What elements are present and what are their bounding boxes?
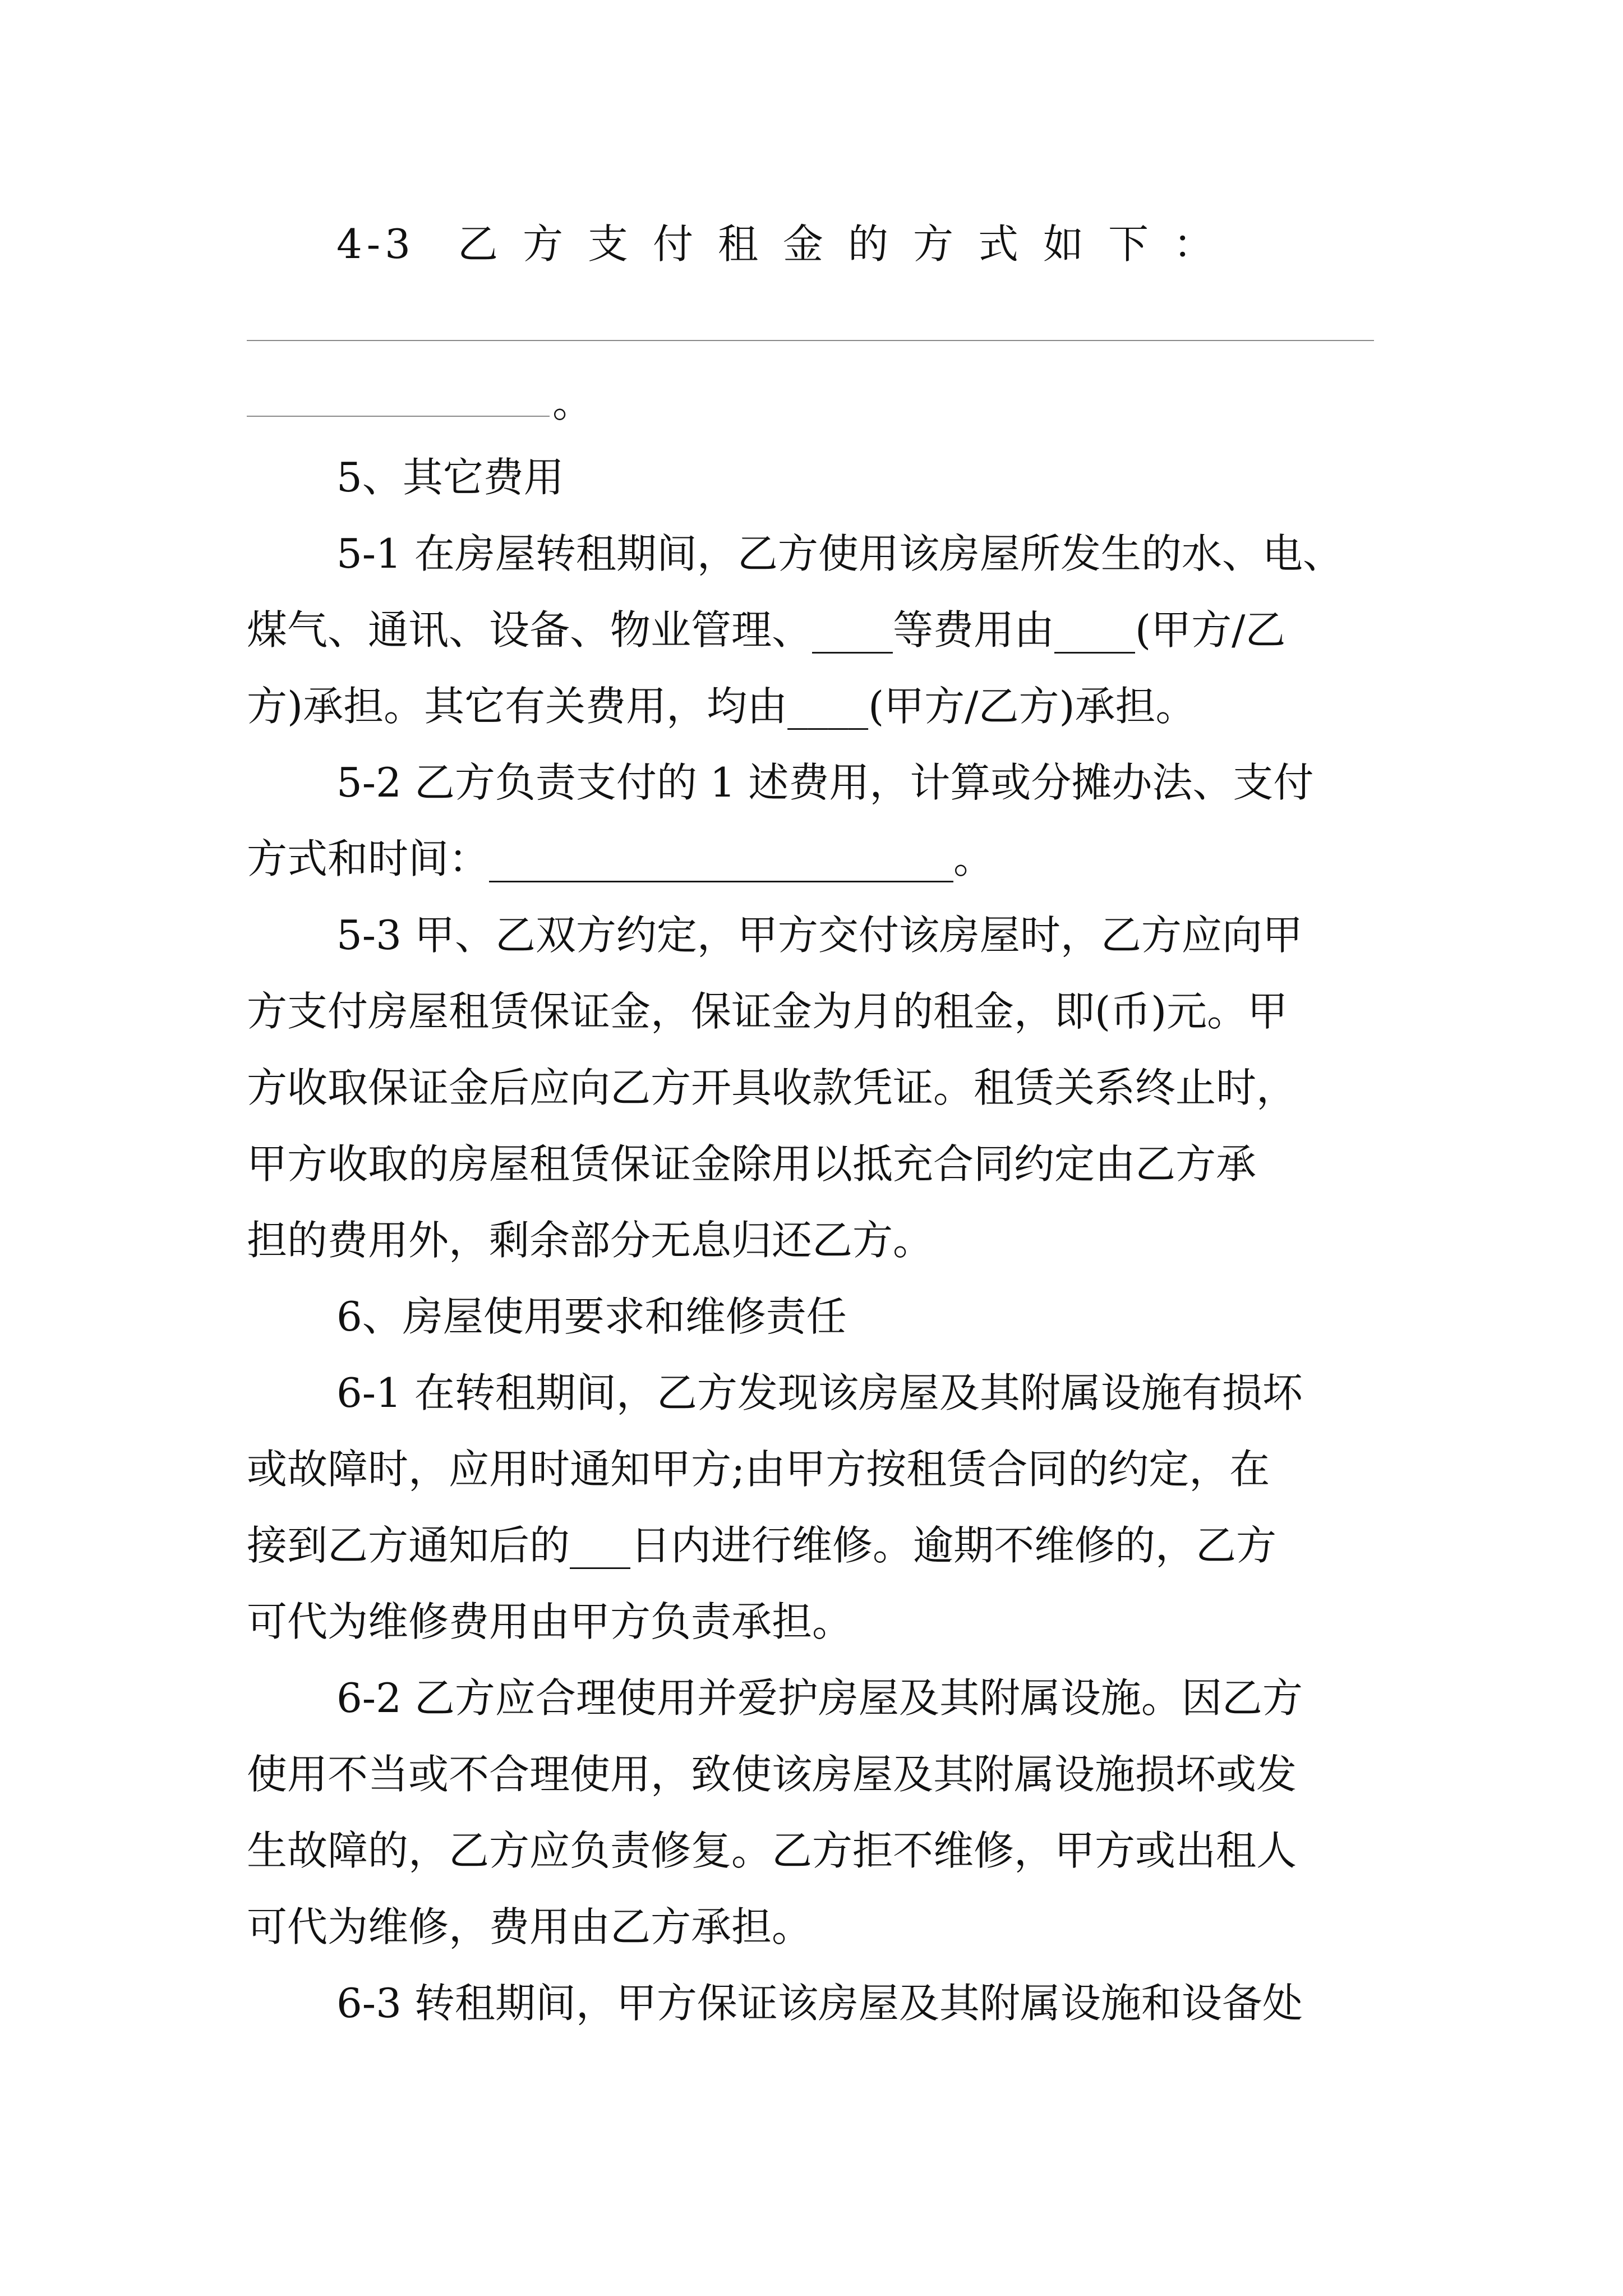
- fill-in-underline-short: [247, 416, 550, 417]
- fill-in-underline: [247, 340, 1374, 341]
- line-end-period: 。: [552, 379, 593, 426]
- paragraph-line: 6-3 转租期间，甲方保证该房屋及其附属设施和设备处: [336, 1980, 1303, 2027]
- section-6-heading: 6、房屋使用要求和维修责任: [336, 1293, 847, 1340]
- paragraph-line: 可代为维修费用由甲方负责承担。: [247, 1598, 853, 1645]
- paragraph-line: 接到乙方通知后的___日内进行维修。逾期不维修的，乙方: [247, 1522, 1277, 1569]
- paragraph-line: 担的费用外，剩余部分无息归还乙方。: [247, 1217, 934, 1264]
- paragraph-line: 使用不当或不合理使用，致使该房屋及其附属设施损坏或发: [247, 1751, 1297, 1798]
- paragraph-line: 方式和时间：_______________________。: [247, 835, 994, 882]
- paragraph-line: 6-1 在转租期间，乙方发现该房屋及其附属设施有损坏: [336, 1369, 1303, 1416]
- paragraph-line: 5-1 在房屋转租期间，乙方使用该房屋所发生的水、电、: [336, 530, 1343, 577]
- clause-number: 4-3: [336, 220, 415, 268]
- paragraph-line: 方)承担。其它有关费用，均由____(甲方/乙方)承担。: [247, 683, 1196, 730]
- paragraph-line: 甲方收取的房屋租赁保证金除用以抵充合同约定由乙方承: [247, 1140, 1257, 1188]
- paragraph-line: 或故障时，应用时通知甲方;由甲方按租赁合同的约定，在: [247, 1446, 1270, 1493]
- paragraph-line: 6-2 乙方应合理使用并爱护房屋及其附属设施。因乙方: [336, 1674, 1303, 1722]
- paragraph-line: 5-2 乙方负责支付的 1 述费用，计算或分摊办法、支付: [336, 759, 1314, 806]
- section-5-heading: 5、其它费用: [336, 454, 564, 501]
- paragraph-line: 方收取保证金后应向乙方开具收款凭证。租赁关系终止时，: [247, 1064, 1297, 1111]
- clause-4-3-heading: [336, 216, 1238, 272]
- paragraph-line: 可代为维修，费用由乙方承担。: [247, 1903, 813, 1950]
- paragraph-line: 煤气、通讯、设备、物业管理、____等费用由____(甲方/乙: [247, 606, 1286, 654]
- paragraph-line: 方支付房屋租赁保证金，保证金为月的租金，即(币)元。甲: [247, 988, 1288, 1035]
- paragraph-line: 生故障的，乙方应负责修复。乙方拒不维修，甲方或出租人: [247, 1827, 1297, 1874]
- clause-text: 乙方支付租金的方式如下：: [457, 220, 1238, 268]
- paragraph-line: 5-3 甲、乙双方约定，甲方交付该房屋时，乙方应向甲: [336, 912, 1303, 959]
